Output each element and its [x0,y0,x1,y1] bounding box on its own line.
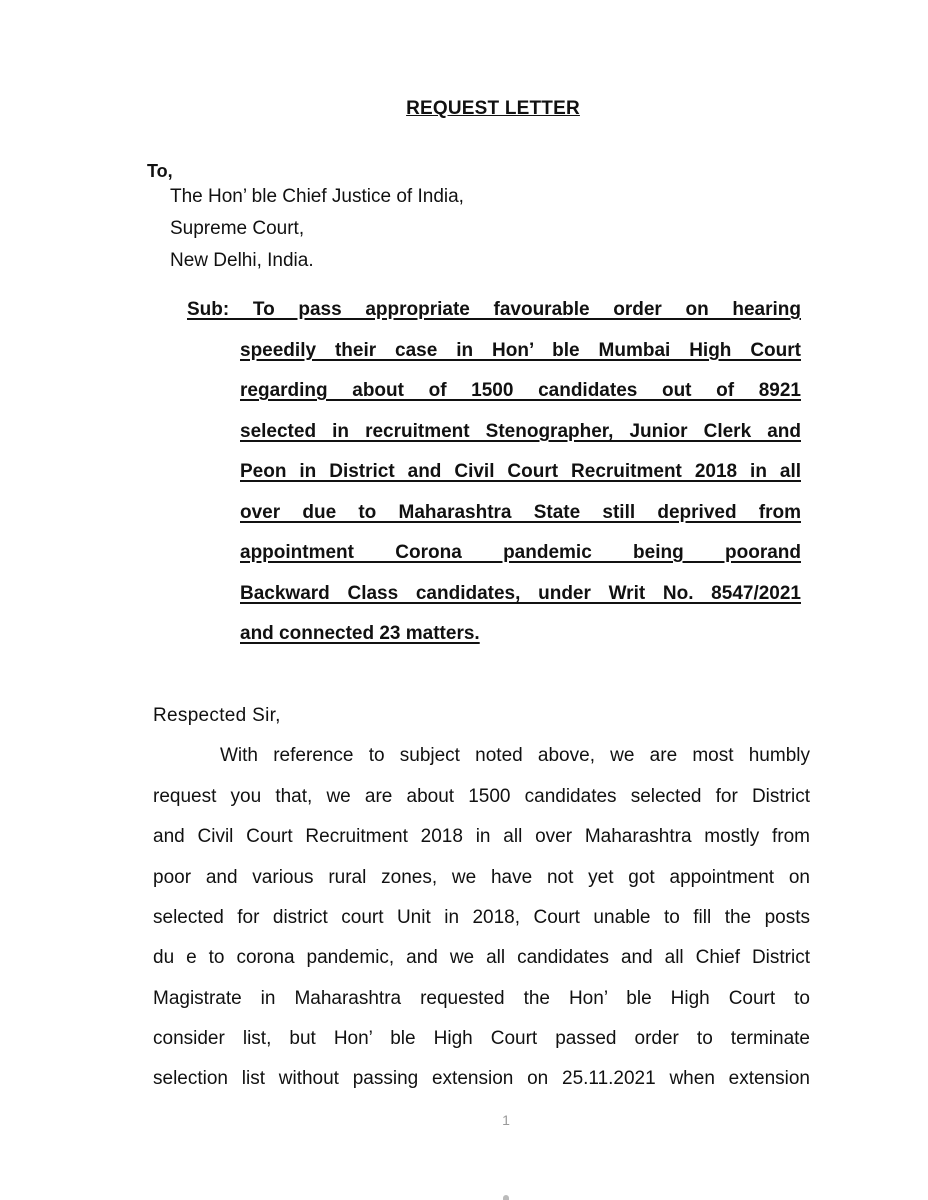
salutation: Respected Sir, [153,705,281,726]
page-number: 1 [502,1112,510,1128]
subject-line: speedily their case in Hon’ ble Mumbai High Court [240,340,801,361]
subject-line: regarding about of 1500 candidates out of 8921 [240,380,801,401]
address-line: The Hon’ ble Chief Justice of India, [170,186,464,207]
address-line: Supreme Court, [170,218,305,239]
body-line: selection list without passing extension on 25.11.2021 when extension [153,1068,810,1089]
body-line: selected for district court Unit in 2018, Court unable to fill the posts [153,907,810,928]
subject-line: Backward Class candidates, under Writ No. 8547/2021 [240,583,801,604]
body-line: poor and various rural zones, we have not yet got appointment on [153,867,810,888]
body-line: du e to corona pandemic, and we all candidates and all Chief District [153,947,810,968]
subject-line: Peon in District and Civil Court Recruitment 2018 in all [240,461,801,482]
subject-line: over due to Maharashtra State still deprived from [240,502,801,523]
to-label: To, [147,161,173,181]
body-line: and Civil Court Recruitment 2018 in all over Maharashtra mostly from [153,826,810,847]
subject-line: selected in recruitment Stenographer, Junior Clerk and [240,421,801,442]
letter-title: REQUEST LETTER [406,98,580,119]
next-page-mark [503,1195,509,1200]
address-line: New Delhi, India. [170,250,314,271]
subject-line: and connected 23 matters. [240,623,480,644]
body-line: Magistrate in Maharashtra requested the Hon’ ble High Court to [153,988,810,1009]
subject-line: Sub: To pass appropriate favourable order on hearing [187,299,801,320]
body-line: With reference to subject noted above, we are most humbly [220,745,810,766]
body-line: request you that, we are about 1500 candidates selected for District [153,786,810,807]
body-line: consider list, but Hon’ ble High Court passed order to terminate [153,1028,810,1049]
subject-line: appointment Corona pandemic being poorand [240,542,801,563]
